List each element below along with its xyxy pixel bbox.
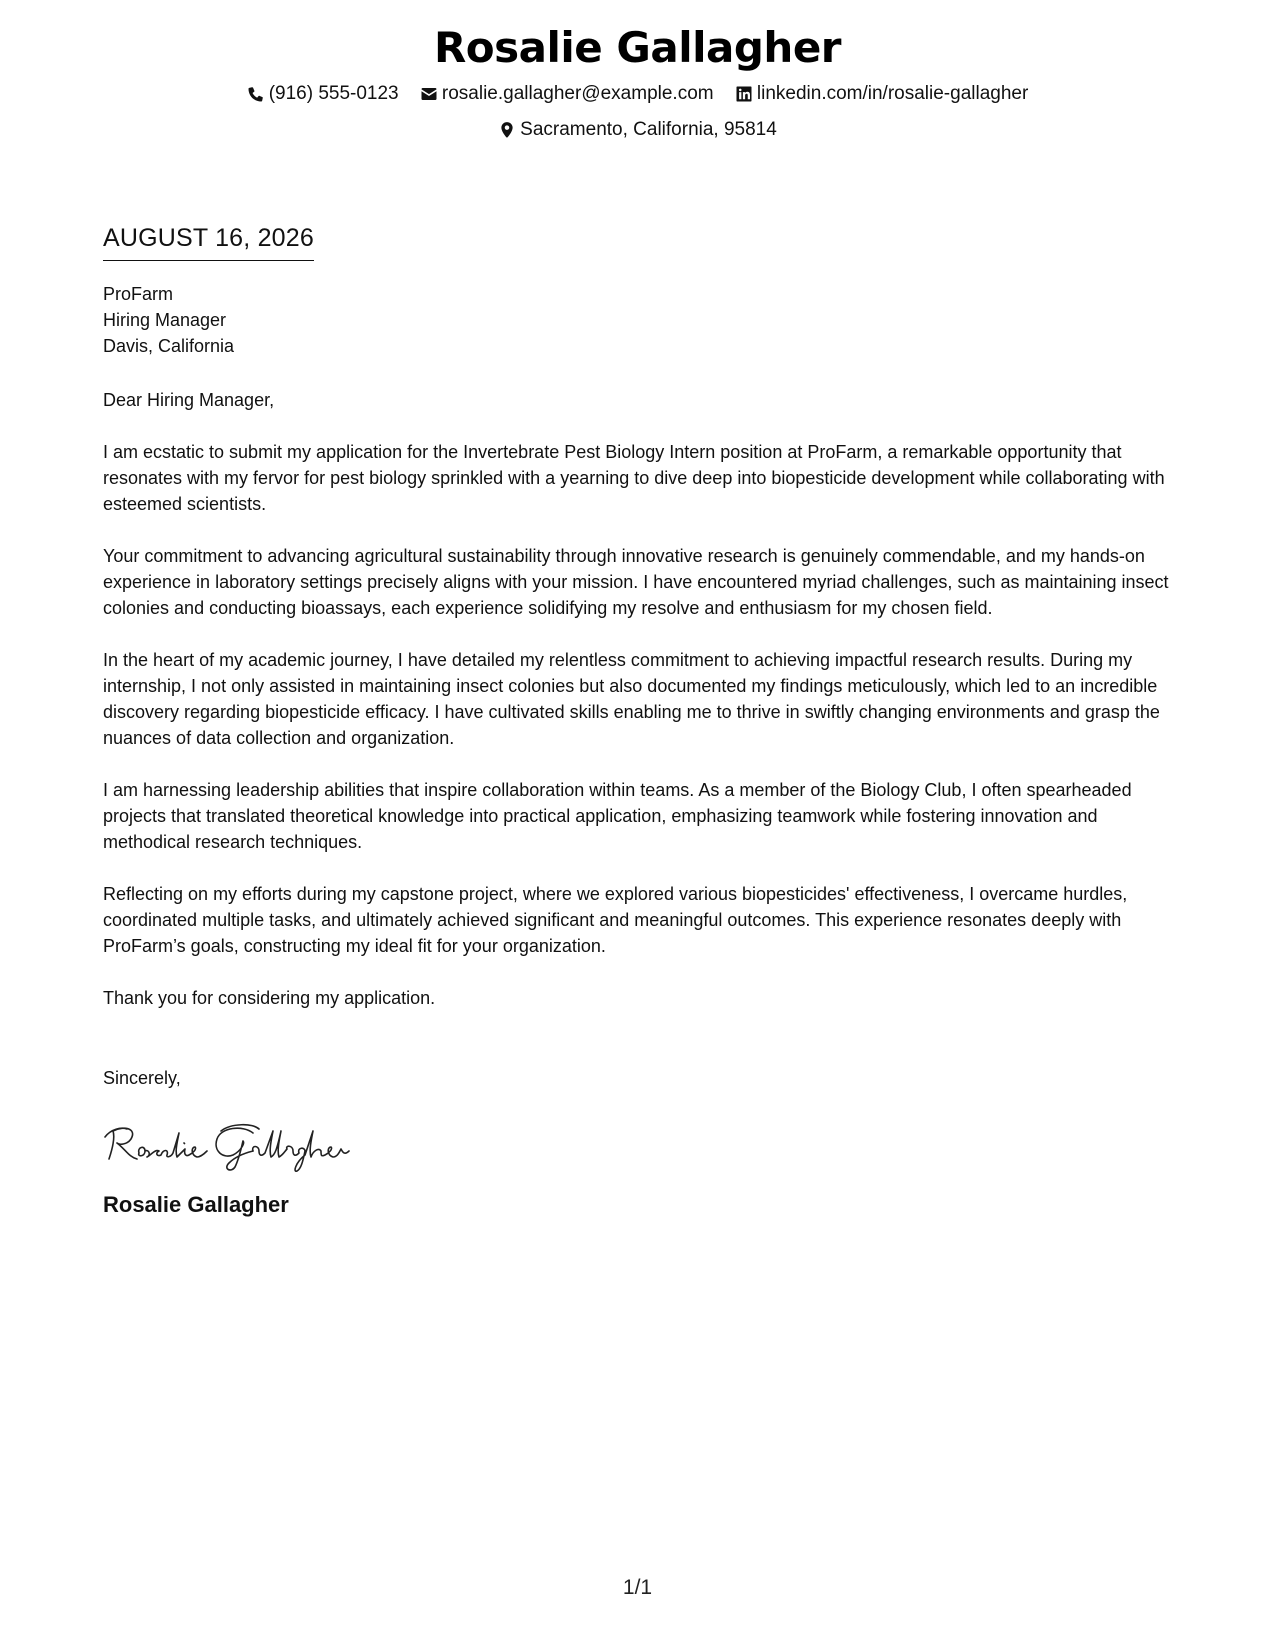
- body-paragraph: Your commitment to advancing agricultural sustainability through innovative research is genuinely commendable, and my hands-on experience in laboratory settings precisely aligns with your mission. I have encountered myriad challenges, such as maintaining insect colonies and conducting bioassays, each experience solidifying my resolve and enthusiasm for my chosen field.: [103, 546, 1169, 618]
- contact-linkedin[interactable]: [735, 82, 1028, 106]
- signature-image: [103, 1119, 363, 1175]
- body-paragraph: Reflecting on my efforts during my capstone project, where we explored various biopesticides' effectiveness, I overcame hurdles, coordinated multiple tasks, and ultimately achieved significant and meaningful outcomes. This experience resonates deeply with ProFarm’s goals, constructing my ideal fit for your organization.: [103, 884, 1128, 956]
- envelope-icon: [420, 85, 438, 103]
- phone-text: (916) 555-0123: [268, 83, 399, 104]
- phone-icon: [247, 85, 265, 103]
- applicant-name: Rosalie Gallagher: [433, 23, 842, 72]
- recipient-location: Davis, California: [103, 336, 235, 356]
- recipient-block: [103, 281, 1183, 359]
- page-indicator: 1/1: [622, 1576, 653, 1599]
- recipient-company: ProFarm: [103, 284, 174, 304]
- letter-body: [103, 222, 1183, 1219]
- recipient-title: Hiring Manager: [103, 310, 227, 330]
- email-text: rosalie.gallagher@example.com: [441, 83, 714, 104]
- salutation: Dear Hiring Manager,: [103, 390, 275, 410]
- map-pin-icon: [498, 121, 516, 139]
- contact-row-primary: [0, 82, 1275, 110]
- body-paragraph: I am harnessing leadership abilities that inspire collaboration within teams. As a member of the Biology Club, I often spearheaded projects that translated theoretical knowledge into practical application, emphasizing teamwork while fostering innovation and methodical research techniques.: [103, 780, 1132, 852]
- signer-name: Rosalie Gallagher: [103, 1192, 289, 1217]
- linkedin-icon: [735, 85, 753, 103]
- letter-header: [0, 20, 1275, 146]
- signoff: Sincerely,: [103, 1068, 181, 1088]
- linkedin-text: linkedin.com/in/rosalie-gallagher: [756, 83, 1029, 104]
- letter-date: AUGUST 16, 2026: [103, 222, 314, 261]
- location-text: Sacramento, California, 95814: [520, 119, 777, 140]
- body-paragraph: In the heart of my academic journey, I have detailed my relentless commitment to achieving impactful research results. During my internship, I not only assisted in maintaining insect colonies but also documented my findings meticulously, which led to an incredible discovery regarding biopesticide efficacy. I have cultivated skills enabling me to thrive in swiftly changing environments and grasp the nuances of data collection and organization.: [103, 650, 1160, 748]
- contact-location: [498, 118, 777, 142]
- closing-thanks: Thank you for considering my application.: [103, 988, 436, 1008]
- contact-phone: [247, 82, 399, 106]
- body-paragraph: I am ecstatic to submit my application for the Invertebrate Pest Biology Intern position at ProFarm, a remarkable opportunity that resonates with my fervor for pest biology sprinkled with a yearning to dive deep into biopesticide development while collaborating with esteemed scientists.: [103, 442, 1165, 514]
- contact-email[interactable]: [420, 82, 714, 106]
- handwritten-signature: [103, 1119, 1183, 1179]
- contact-row-secondary: [0, 118, 1275, 146]
